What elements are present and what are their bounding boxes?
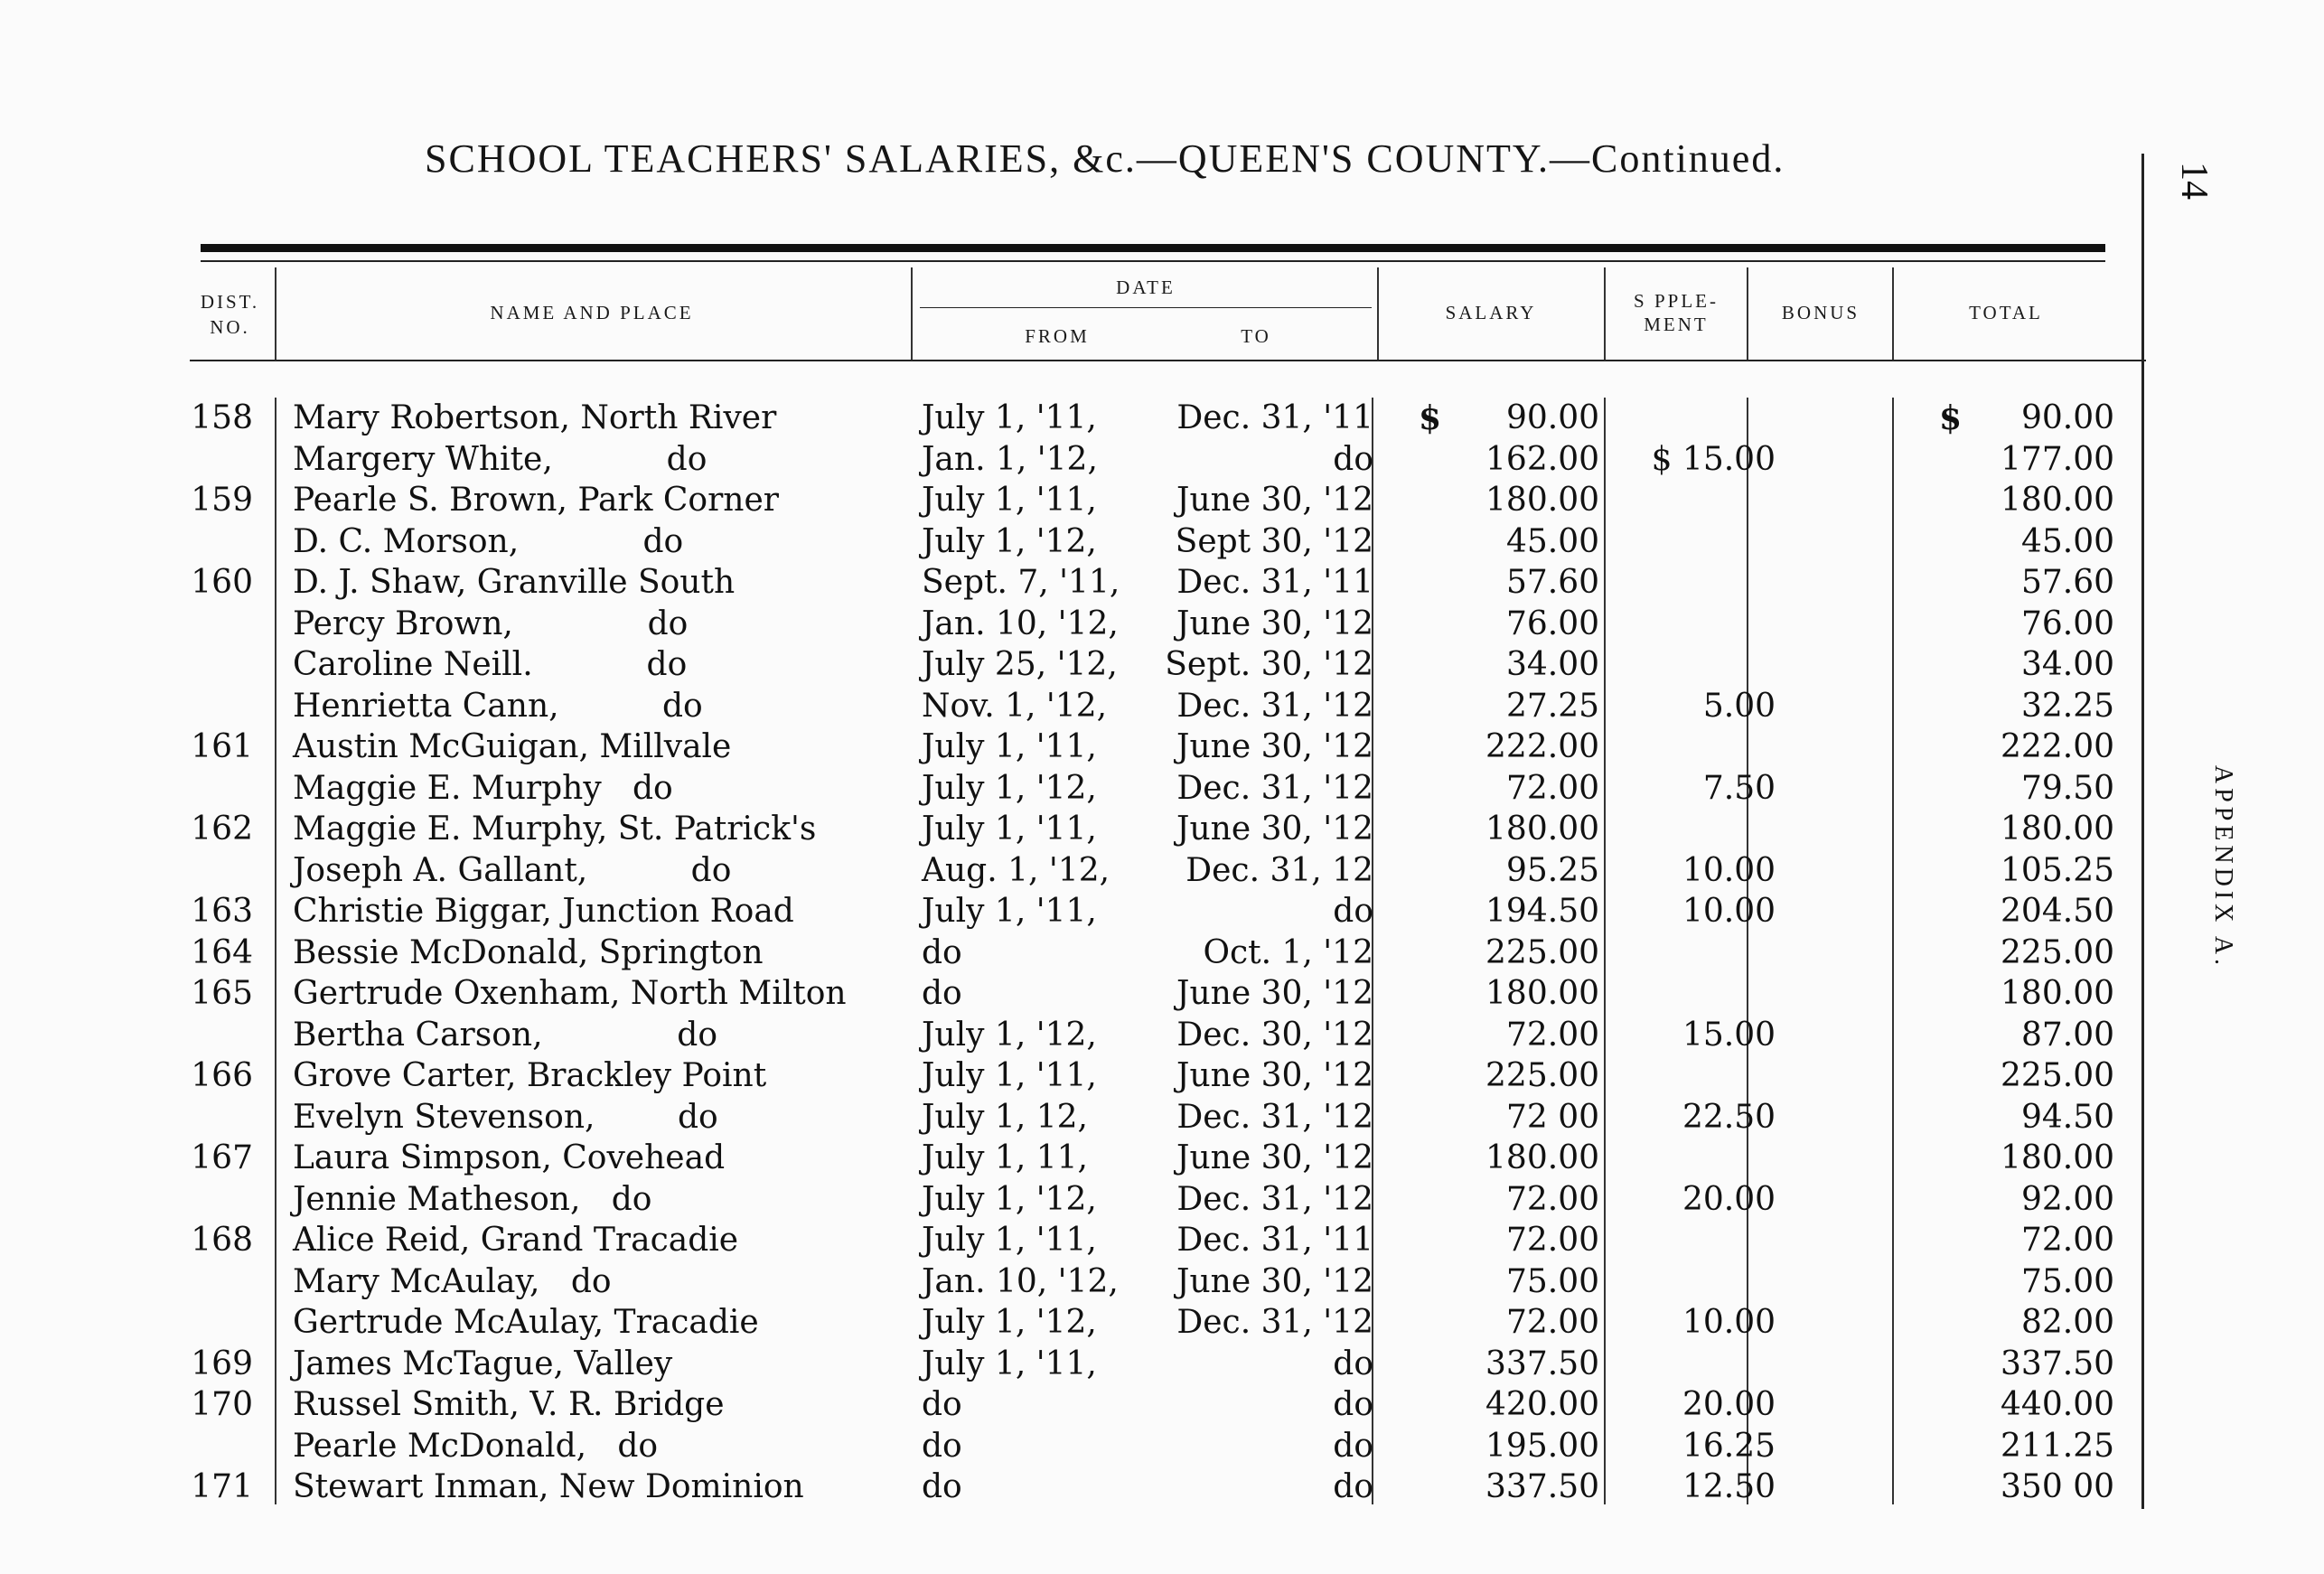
table-row [181, 850, 2132, 892]
date-from-cell: Aug. 1, '12, [922, 851, 1110, 889]
date-from-cell: July 25, '12, [922, 646, 1118, 683]
name-place-cell: Bertha Carson, do [293, 1016, 718, 1054]
header-bonus: BONUS [1781, 302, 1860, 323]
supplement-cell: 7.50 [1702, 769, 1776, 807]
table-row [181, 1426, 2132, 1467]
table-row [181, 768, 2132, 810]
salary-cell: 72.00 [1505, 1016, 1599, 1054]
date-to-cell: June 30, '12 [1176, 1262, 1373, 1300]
table-row [181, 891, 2132, 932]
table-top-heavy-rule [201, 244, 2105, 252]
table-row [181, 726, 2132, 768]
name-place-cell: D. J. Shaw, Granville South [293, 564, 736, 601]
header-supplement: S PPLE- MENT [1634, 290, 1719, 335]
salary-cell: 72.00 [1505, 769, 1599, 807]
salary-cell: 27.25 [1505, 687, 1599, 725]
total-cell: 225.00 [2001, 933, 2114, 971]
header-dist-no: DIST. NO. [200, 291, 260, 338]
date-to-cell: Sept. 30, '12 [1165, 646, 1373, 683]
salary-table-body [181, 398, 2132, 1508]
date-to-cell: Dec. 31, '11 [1176, 564, 1373, 601]
salary-cell: 420.00 [1485, 1386, 1599, 1423]
salary-dollar-sign: $ [1419, 399, 1442, 437]
date-from-cell: July 1, '12, [922, 769, 1097, 807]
dist-no-cell: 171 [191, 1468, 253, 1505]
total-dollar-sign: $ [1939, 399, 1963, 437]
date-header-divider [920, 307, 1372, 308]
table-row [181, 480, 2132, 521]
date-from-cell: July 1, '12, [922, 1304, 1097, 1341]
name-place-cell: Laura Simpson, Covehead [293, 1139, 726, 1176]
name-place-cell: Gertrude Oxenham, North Milton [293, 975, 847, 1012]
name-place-cell: D. C. Morson, do [293, 522, 684, 560]
name-place-cell: Henrietta Cann, do [293, 687, 703, 725]
date-from-cell: do [922, 975, 962, 1012]
table-row [181, 1055, 2132, 1097]
salary-cell: 72.00 [1505, 1222, 1599, 1259]
header-divider-5 [1747, 267, 1748, 360]
date-from-cell: Nov. 1, '12, [922, 687, 1108, 725]
date-from-cell: Jan. 10, '12, [922, 1262, 1119, 1300]
header-to: TO [1241, 325, 1271, 347]
date-to-cell: June 30, '12 [1176, 810, 1373, 848]
date-from-cell: July 1, '11, [922, 893, 1097, 930]
date-to-cell: Dec. 31, 12 [1185, 851, 1373, 889]
name-place-cell: James McTague, Valley [293, 1344, 673, 1382]
total-cell: 45.00 [2020, 522, 2114, 560]
salary-cell: 76.00 [1505, 604, 1599, 642]
table-row [181, 1261, 2132, 1303]
table-row [181, 1466, 2132, 1508]
salary-cell: 180.00 [1485, 482, 1599, 519]
table-row [181, 1344, 2132, 1385]
table-row [181, 809, 2132, 850]
date-to-cell: do [1333, 440, 1373, 478]
date-to-cell: June 30, '12 [1176, 482, 1373, 519]
salary-cell: 180.00 [1485, 810, 1599, 848]
name-place-cell: Percy Brown, do [293, 604, 689, 642]
table-top-thin-rule [201, 260, 2105, 262]
name-place-cell: Stewart Inman, New Dominion [293, 1468, 804, 1505]
table-row [181, 1302, 2132, 1344]
salary-cell: 90.00 [1505, 399, 1599, 436]
total-cell: 105.25 [2001, 851, 2114, 889]
table-row [181, 1220, 2132, 1261]
name-place-cell: Jennie Matheson, do [293, 1180, 652, 1218]
appendix-label: APPENDIX A. [2209, 764, 2237, 970]
table-row [181, 973, 2132, 1015]
total-cell: 32.25 [2020, 687, 2114, 725]
date-from-cell: July 1, '12, [922, 522, 1097, 560]
table-row [181, 604, 2132, 645]
table-row [181, 1179, 2132, 1221]
header-divider-1 [275, 267, 276, 360]
dist-no-cell: 163 [191, 893, 253, 930]
date-to-cell: June 30, '12 [1176, 1057, 1373, 1094]
table-row [181, 1138, 2132, 1179]
dist-no-cell: 165 [191, 975, 253, 1012]
salary-cell: 57.60 [1505, 564, 1599, 601]
supplement-cell: 10.00 [1682, 893, 1776, 930]
name-place-cell: Caroline Neill. do [293, 646, 688, 683]
salary-cell: 225.00 [1485, 933, 1599, 971]
date-from-cell: July 1, '11, [922, 728, 1097, 765]
salary-cell: 195.00 [1485, 1427, 1599, 1465]
date-to-cell: June 30, '12 [1176, 1139, 1373, 1176]
salary-cell: 45.00 [1505, 522, 1599, 560]
date-to-cell: June 30, '12 [1176, 975, 1373, 1012]
page-number: 14 [2173, 162, 2215, 200]
total-cell: 87.00 [2020, 1016, 2114, 1054]
date-from-cell: July 1, '11, [922, 482, 1097, 519]
date-from-cell: July 1, '12, [922, 1180, 1097, 1218]
supplement-cell: 20.00 [1682, 1180, 1776, 1218]
dist-no-cell: 169 [191, 1344, 253, 1382]
total-cell: 180.00 [2001, 810, 2114, 848]
date-to-cell: do [1333, 1427, 1373, 1465]
date-to-cell: Oct. 1, '12 [1203, 933, 1373, 971]
supplement-cell: $ 15.00 [1651, 440, 1776, 478]
salary-cell: 72.00 [1505, 1180, 1599, 1218]
header-divider-4 [1604, 267, 1606, 360]
dist-no-cell: 162 [191, 810, 253, 848]
table-row [181, 521, 2132, 563]
header-date: DATE [1116, 276, 1176, 298]
supplement-cell: 22.50 [1682, 1098, 1776, 1136]
date-to-cell: Dec. 31, '12 [1176, 1180, 1373, 1218]
header-divider-6 [1892, 267, 1894, 360]
date-to-cell: Dec. 31, '12 [1176, 1098, 1373, 1136]
salary-cell: 162.00 [1485, 440, 1599, 478]
table-row [181, 932, 2132, 974]
table-row [181, 398, 2132, 439]
supplement-cell: 15.00 [1682, 1016, 1776, 1054]
header-divider-2 [911, 267, 913, 360]
total-cell: 440.00 [2001, 1386, 2114, 1423]
date-from-cell: do [922, 1468, 962, 1505]
date-to-cell: June 30, '12 [1176, 604, 1373, 642]
total-cell: 94.50 [2020, 1098, 2114, 1136]
total-cell: 211.25 [2001, 1427, 2114, 1465]
supplement-cell: 12.50 [1682, 1468, 1776, 1505]
dist-no-cell: 170 [191, 1386, 253, 1423]
total-cell: 180.00 [2001, 482, 2114, 519]
date-to-cell: do [1333, 1344, 1373, 1382]
total-cell: 225.00 [2001, 1057, 2114, 1094]
salary-cell: 72.00 [1505, 1304, 1599, 1341]
total-cell: 177.00 [2001, 440, 2114, 478]
header-total: TOTAL [1969, 302, 2043, 323]
date-to-cell: June 30, '12 [1176, 728, 1373, 765]
name-place-cell: Mary McAulay, do [293, 1262, 612, 1300]
name-place-cell: Margery White, do [293, 440, 708, 478]
header-salary: SALARY [1445, 302, 1537, 323]
name-place-cell: Christie Biggar, Junction Road [293, 893, 794, 930]
table-row [181, 562, 2132, 604]
total-cell: 57.60 [2020, 564, 2114, 601]
table-row [181, 644, 2132, 686]
salary-cell: 34.00 [1505, 646, 1599, 683]
date-to-cell: Dec. 31, '11 [1176, 1222, 1373, 1259]
date-from-cell: July 1, '12, [922, 1016, 1097, 1054]
total-cell: 75.00 [2020, 1262, 2114, 1300]
salary-cell: 95.25 [1505, 851, 1599, 889]
dist-no-cell: 160 [191, 564, 253, 601]
date-from-cell: July 1, 12, [922, 1098, 1088, 1136]
table-row [181, 686, 2132, 727]
table-row [181, 1097, 2132, 1138]
name-place-cell: Evelyn Stevenson, do [293, 1098, 718, 1136]
total-cell: 337.50 [2001, 1344, 2114, 1382]
name-place-cell: Russel Smith, V. R. Bridge [293, 1386, 725, 1423]
name-place-cell: Grove Carter, Brackley Point [293, 1057, 767, 1094]
name-place-cell: Bessie McDonald, Springton [293, 933, 764, 971]
supplement-cell: 16.25 [1682, 1427, 1776, 1465]
total-cell: 76.00 [2020, 604, 2114, 642]
salary-cell: 75.00 [1505, 1262, 1599, 1300]
date-to-cell: Dec. 31, '12 [1176, 769, 1373, 807]
name-place-cell: Alice Reid, Grand Tracadie [293, 1222, 739, 1259]
right-margin-rule [2141, 154, 2144, 1509]
date-from-cell: July 1, '11, [922, 1057, 1097, 1094]
total-cell: 82.00 [2020, 1304, 2114, 1341]
header-divider-3 [1377, 267, 1379, 360]
dist-no-cell: 168 [191, 1222, 253, 1259]
date-from-cell: July 1, '11, [922, 1344, 1097, 1382]
header-bottom-rule [190, 360, 2146, 361]
date-from-cell: Jan. 10, '12, [922, 604, 1119, 642]
date-to-cell: Dec. 31, '12 [1176, 1304, 1373, 1341]
date-to-cell: do [1333, 893, 1373, 930]
salary-cell: 225.00 [1485, 1057, 1599, 1094]
supplement-cell: 10.00 [1682, 1304, 1776, 1341]
date-to-cell: Dec. 30, '12 [1176, 1016, 1373, 1054]
supplement-cell: 5.00 [1702, 687, 1776, 725]
name-place-cell: Maggie E. Murphy, St. Patrick's [293, 810, 817, 848]
total-cell: 180.00 [2001, 1139, 2114, 1176]
total-cell: 222.00 [2001, 728, 2114, 765]
total-cell: 180.00 [2001, 975, 2114, 1012]
name-place-cell: Maggie E. Murphy do [293, 769, 673, 807]
total-cell: 34.00 [2020, 646, 2114, 683]
name-place-cell: Mary Robertson, North River [293, 399, 777, 436]
supplement-cell: 20.00 [1682, 1386, 1776, 1423]
date-from-cell: July 1, '11, [922, 1222, 1097, 1259]
date-from-cell: Sept. 7, '11, [922, 564, 1120, 601]
date-from-cell: do [922, 1427, 962, 1465]
salary-cell: 72 00 [1505, 1098, 1599, 1136]
dist-no-cell: 161 [191, 728, 253, 765]
dist-no-cell: 166 [191, 1057, 253, 1094]
date-from-cell: July 1, 11, [922, 1139, 1088, 1176]
page-title: SCHOOL TEACHERS' SALARIES, &c.—QUEEN'S COUNTY.—Continued. [425, 136, 1785, 181]
date-to-cell: do [1333, 1468, 1373, 1505]
dist-no-cell: 159 [191, 482, 253, 519]
salary-cell: 337.50 [1485, 1468, 1599, 1505]
total-cell: 90.00 [2020, 399, 2114, 436]
date-to-cell: Sept 30, '12 [1175, 522, 1373, 560]
date-to-cell: do [1333, 1386, 1373, 1423]
dist-no-cell: 167 [191, 1139, 253, 1176]
date-from-cell: July 1, '11, [922, 399, 1097, 436]
dist-no-cell: 164 [191, 933, 253, 971]
supplement-cell: 10.00 [1682, 851, 1776, 889]
total-cell: 350 00 [2001, 1468, 2114, 1505]
salary-cell: 194.50 [1485, 893, 1599, 930]
dist-no-cell: 158 [191, 399, 253, 436]
name-place-cell: Gertrude McAulay, Tracadie [293, 1304, 759, 1341]
salary-cell: 180.00 [1485, 975, 1599, 1012]
salary-cell: 337.50 [1485, 1344, 1599, 1382]
table-row [181, 1015, 2132, 1056]
date-from-cell: do [922, 933, 962, 971]
date-from-cell: Jan. 1, '12, [922, 440, 1098, 478]
total-cell: 204.50 [2001, 893, 2114, 930]
total-cell: 92.00 [2020, 1180, 2114, 1218]
salary-cell: 180.00 [1485, 1139, 1599, 1176]
name-place-cell: Pearle McDonald, do [293, 1427, 659, 1465]
total-cell: 72.00 [2020, 1222, 2114, 1259]
header-from: FROM [1025, 325, 1090, 347]
header-name-place: NAME AND PLACE [490, 302, 694, 323]
date-from-cell: July 1, '11, [922, 810, 1097, 848]
table-row [181, 439, 2132, 481]
name-place-cell: Joseph A. Gallant, do [293, 851, 732, 889]
date-to-cell: Dec. 31, '12 [1176, 687, 1373, 725]
salary-cell: 222.00 [1485, 728, 1599, 765]
table-row [181, 1384, 2132, 1426]
name-place-cell: Austin McGuigan, Millvale [293, 728, 732, 765]
total-cell: 79.50 [2020, 769, 2114, 807]
date-to-cell: Dec. 31, '11 [1176, 399, 1373, 436]
date-from-cell: do [922, 1386, 962, 1423]
name-place-cell: Pearle S. Brown, Park Corner [293, 482, 779, 519]
